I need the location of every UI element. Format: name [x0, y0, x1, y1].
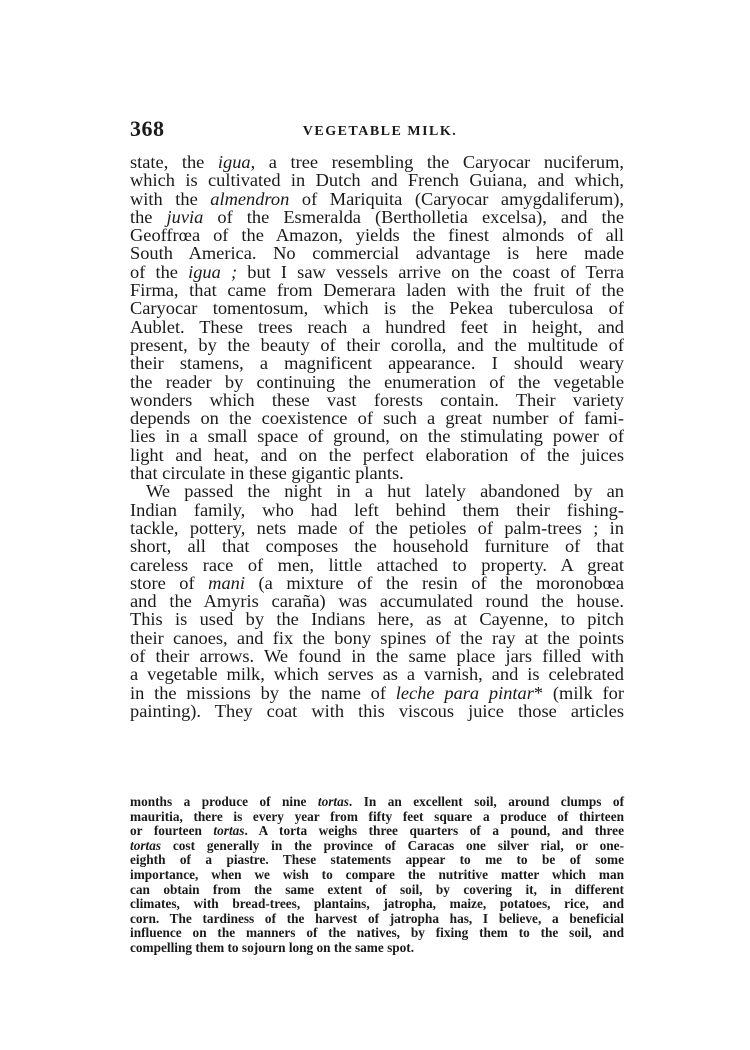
body-line-text: This is used by the Indians here, as at Cayenne, to pitch [130, 609, 624, 630]
footnote-line-text: importance, when we wish to compare the nutritive matter which man [130, 866, 624, 882]
body-line-text: their stamens, a magnificent appearance. I should weary [130, 353, 624, 374]
body-line-italic: igua [217, 152, 251, 172]
body-line [130, 318, 624, 336]
body-line-text: of the [130, 261, 189, 282]
footnote-line-text: months a produce of nine [130, 794, 318, 809]
body-line [130, 519, 624, 537]
body-line [130, 208, 624, 226]
body-line-text: (a mixture of the resin of the moronobœa [244, 572, 624, 593]
body-line [130, 610, 624, 628]
body-line-text: Geoffrœa of the Amazon, yields the finest almonds of all [130, 225, 624, 246]
body-line [130, 263, 624, 281]
body-line-text: state, the [130, 152, 218, 172]
body-line [130, 153, 624, 171]
footnote [130, 795, 624, 956]
footnote-line-text: climates, with bread-trees, plantains, jatropha, maize, potatoes, rice, and [130, 896, 624, 912]
footnote-line-text: influence on the manners of the natives, by fixing them to the soil, and [130, 925, 624, 941]
body-line [130, 684, 624, 702]
footnote-line [130, 795, 624, 810]
footnote-line-text: or fourteen [130, 823, 214, 839]
body-line-text: We passed the night in a hut lately abandoned by an [146, 481, 624, 502]
footnote-line [130, 897, 624, 912]
footnote-line-text: . A torta weighs three quarters of a pound, and three [244, 823, 624, 839]
body-line-text: the [130, 206, 167, 227]
body-line-text: depends on the coexistence of such a great number of fami- [130, 408, 624, 429]
footnote-line-text: compelling them to sojourn long on the same spot. [130, 939, 415, 955]
body-line-text: South America. No commercial advantage is here made [130, 243, 624, 264]
body-line-text: the reader by continuing the enumeration of the vegetable [130, 371, 624, 392]
footnote-line-italic: tortas [317, 794, 349, 809]
body-line-text: but I saw vessels arrive on the coast of Terra [237, 261, 625, 282]
body-line [130, 592, 624, 610]
body-line [130, 629, 624, 647]
body-line [130, 427, 624, 445]
body-line-italic: almendron [210, 188, 290, 209]
footnote-line [130, 868, 624, 883]
body-line-italic: igua ; [188, 261, 238, 282]
body-line-text: of Mariquita (Caryocar amygdaliferum), [289, 188, 624, 209]
body-line-italic: mani [208, 572, 245, 593]
footnote-line-text: corn. The tardiness of the harvest of jatropha has, I believe, a beneficial [130, 910, 624, 926]
body-line-text: * (milk for [533, 682, 624, 703]
footnote-line [130, 824, 624, 839]
body-line-italic: juvia [166, 206, 204, 227]
body-line [130, 190, 624, 208]
body-line-text: a vegetable milk, which serves as a varnish, and is celebrated [130, 664, 624, 685]
body-line-text: that circulate in these gigantic plants. [130, 463, 404, 484]
footnote-line [130, 912, 624, 927]
body-line-text: of their arrows. We found in the same place jars filled with [130, 646, 624, 667]
footnote-line-text: . In an excellent soil, around clumps of [348, 794, 624, 809]
body-line [130, 556, 624, 574]
page-number: 368 [130, 116, 165, 141]
body-line-text: which is cultivated in Dutch and French Guiana, and which, [130, 170, 624, 191]
footnote-line-text: mauritia, there is every year from fifty feet square a produce of thirteen [130, 808, 624, 824]
body-text [130, 153, 624, 720]
body-line [130, 446, 624, 464]
body-line-text: their canoes, and fix the bony spines of the ray at the points [130, 627, 624, 648]
body-line [130, 482, 624, 500]
footnote-line-text: cost generally in the province of Caracas one silver rial, or one- [161, 837, 624, 853]
body-line-text: store of [130, 572, 209, 593]
body-line-text: Firma, that came from Demerara laden with the fruit of the [130, 280, 624, 301]
footnote-line-italic: tortas [130, 837, 162, 853]
body-line-text: light and heat, and on the perfect elaboration of the juices [130, 444, 624, 465]
body-line [130, 244, 624, 262]
body-line-text: Indian family, who had left behind them their fishing- [130, 499, 624, 520]
body-line-text: in the missions by the name of [130, 682, 396, 703]
body-line [130, 354, 624, 372]
footnote-line-text: eighth of a piastre. These statements appear to me to be of some [130, 852, 624, 868]
footnote-line [130, 839, 624, 854]
body-line [130, 373, 624, 391]
footnote-line-italic: tortas [213, 823, 245, 839]
body-line-text: and the Amyris caraña) was accumulated round the house. [130, 591, 624, 612]
body-line-text: painting). They coat with this viscous juice those articles [130, 700, 624, 721]
body-line [130, 464, 624, 482]
body-line [130, 665, 624, 683]
body-line-text: tackle, pottery, nets made of the petioles of palm-trees ; in [130, 517, 624, 538]
running-title: VEGETABLE MILK. [302, 124, 458, 139]
body-line-italic: leche para pintar [395, 682, 534, 703]
body-line-text: lies in a small space of ground, on the stimulating power of [130, 426, 624, 447]
body-line [130, 391, 624, 409]
body-line-text: careless race of men, little attached to property. A great [130, 554, 624, 575]
body-line [130, 281, 624, 299]
body-line [130, 226, 624, 244]
body-line [130, 647, 624, 665]
body-line [130, 574, 624, 592]
body-line [130, 501, 624, 519]
footnote-line [130, 926, 624, 941]
page-header [130, 116, 630, 146]
body-line [130, 299, 624, 317]
body-line [130, 171, 624, 189]
body-line-text: Caryocar tomentosum, which is the Pekea tuberculosa of [130, 298, 624, 319]
footnote-line [130, 810, 624, 825]
footnote-line [130, 883, 624, 898]
body-line-text: wonders which these vast forests contain. Their variety [130, 389, 624, 410]
body-line [130, 336, 624, 354]
body-line [130, 702, 624, 720]
body-line [130, 409, 624, 427]
body-line-text: Aublet. These trees reach a hundred feet in height, and [130, 316, 624, 337]
body-line-text: of the Esmeralda (Bertholletia excelsa), and the [203, 206, 624, 227]
body-line-text: with the [130, 188, 211, 209]
body-line-text: present, by the beauty of their corolla, and the multitude of [130, 334, 624, 355]
footnote-line [130, 853, 624, 868]
footnote-line [130, 941, 624, 956]
body-line [130, 537, 624, 555]
footnote-line-text: can obtain from the same extent of soil, by covering it, in different [130, 881, 624, 897]
body-line-text: short, all that composes the household furniture of that [130, 536, 624, 557]
body-line-text: , a tree resembling the Caryocar nuciferum, [250, 152, 625, 172]
